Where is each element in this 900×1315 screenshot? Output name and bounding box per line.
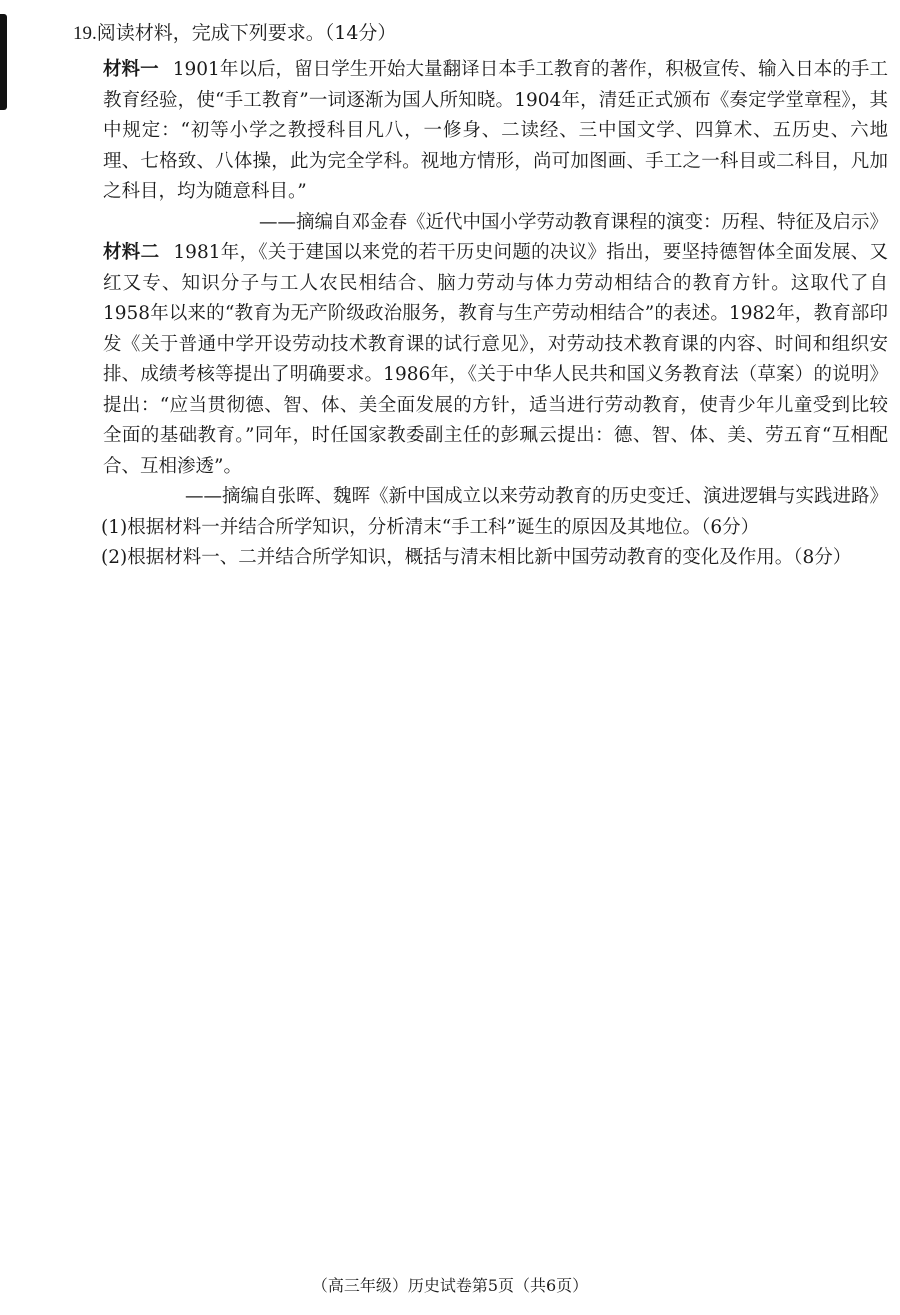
scan-edge-mark xyxy=(0,14,7,110)
question-number: 19. xyxy=(73,23,97,44)
question-block xyxy=(73,18,888,574)
material-two-source: ——摘编自张晖、魏晖《新中国成立以来劳动教育的历史变迁、演进逻辑与实践进路》 xyxy=(184,486,888,507)
question-heading xyxy=(73,18,888,49)
material-one-text: 1901年以后，留日学生开始大量翻译日本手工教育的著作，积极宣传、输入日本的手工教育经验，使“手工教育”一词逐渐为国人所知晓。1904年，清廷正式颁布《奏定学堂章程》，其中规定：“初等小学之教授科目凡八，一修身、二读经、三中国文学、四算术、五历史、六地理、七格致、八体操，此为完全学科。视地方情形，尚可加图画、手工之一科目或二科目，凡加之科目，均为随意科目。” xyxy=(103,59,888,202)
page-footer: （高三年级）历史试卷第5页（共6页） xyxy=(311,1276,589,1295)
question-title: 阅读材料，完成下列要求。（14分） xyxy=(96,22,397,44)
material-two-label: 材料二 xyxy=(103,242,160,263)
material-one-source: ——摘编自邓金春《近代中国小学劳动教育课程的演变：历程、特征及启示》 xyxy=(258,211,888,233)
material-two xyxy=(73,238,888,482)
material-one xyxy=(73,55,888,208)
material-two-text: 1981年，《关于建国以来党的若干历史问题的决议》指出，要坚持德智体全面发展、又红又专、知识分子与工人农民相结合、脑力劳动与体力劳动相结合的教育方针。这取代了自1958年以来的“教育为无产阶级政治服务，教育与生产劳动相结合”的表述。1982年，教育部印发《关于普通中学开设劳动技术教育课的试行意见》，对劳动技术教育课的内容、时间和组织安排、成绩考核等提出了明确要求。1986年，《关于中华人民共和国义务教育法（草案）的说明》提出：“应当贯彻德、智、体、美全面发展的方针，适当进行劳动教育，使青少年儿童受到比较全面的基础教育。”同年，时任国家教委副主任的彭珮云提出：德、智、体、美、劳五育“互相配合、互相渗透”。 xyxy=(103,242,888,477)
sub-question-1: (1)根据材料一并结合所学知识，分析清末“手工科”诞生的原因及其地位。（6分） xyxy=(101,516,760,538)
sub-question-2: (2)根据材料一、二并结合所学知识，概括与清末相比新中国劳动教育的变化及作用。（8分） xyxy=(101,547,852,568)
material-one-label: 材料一 xyxy=(103,59,159,80)
